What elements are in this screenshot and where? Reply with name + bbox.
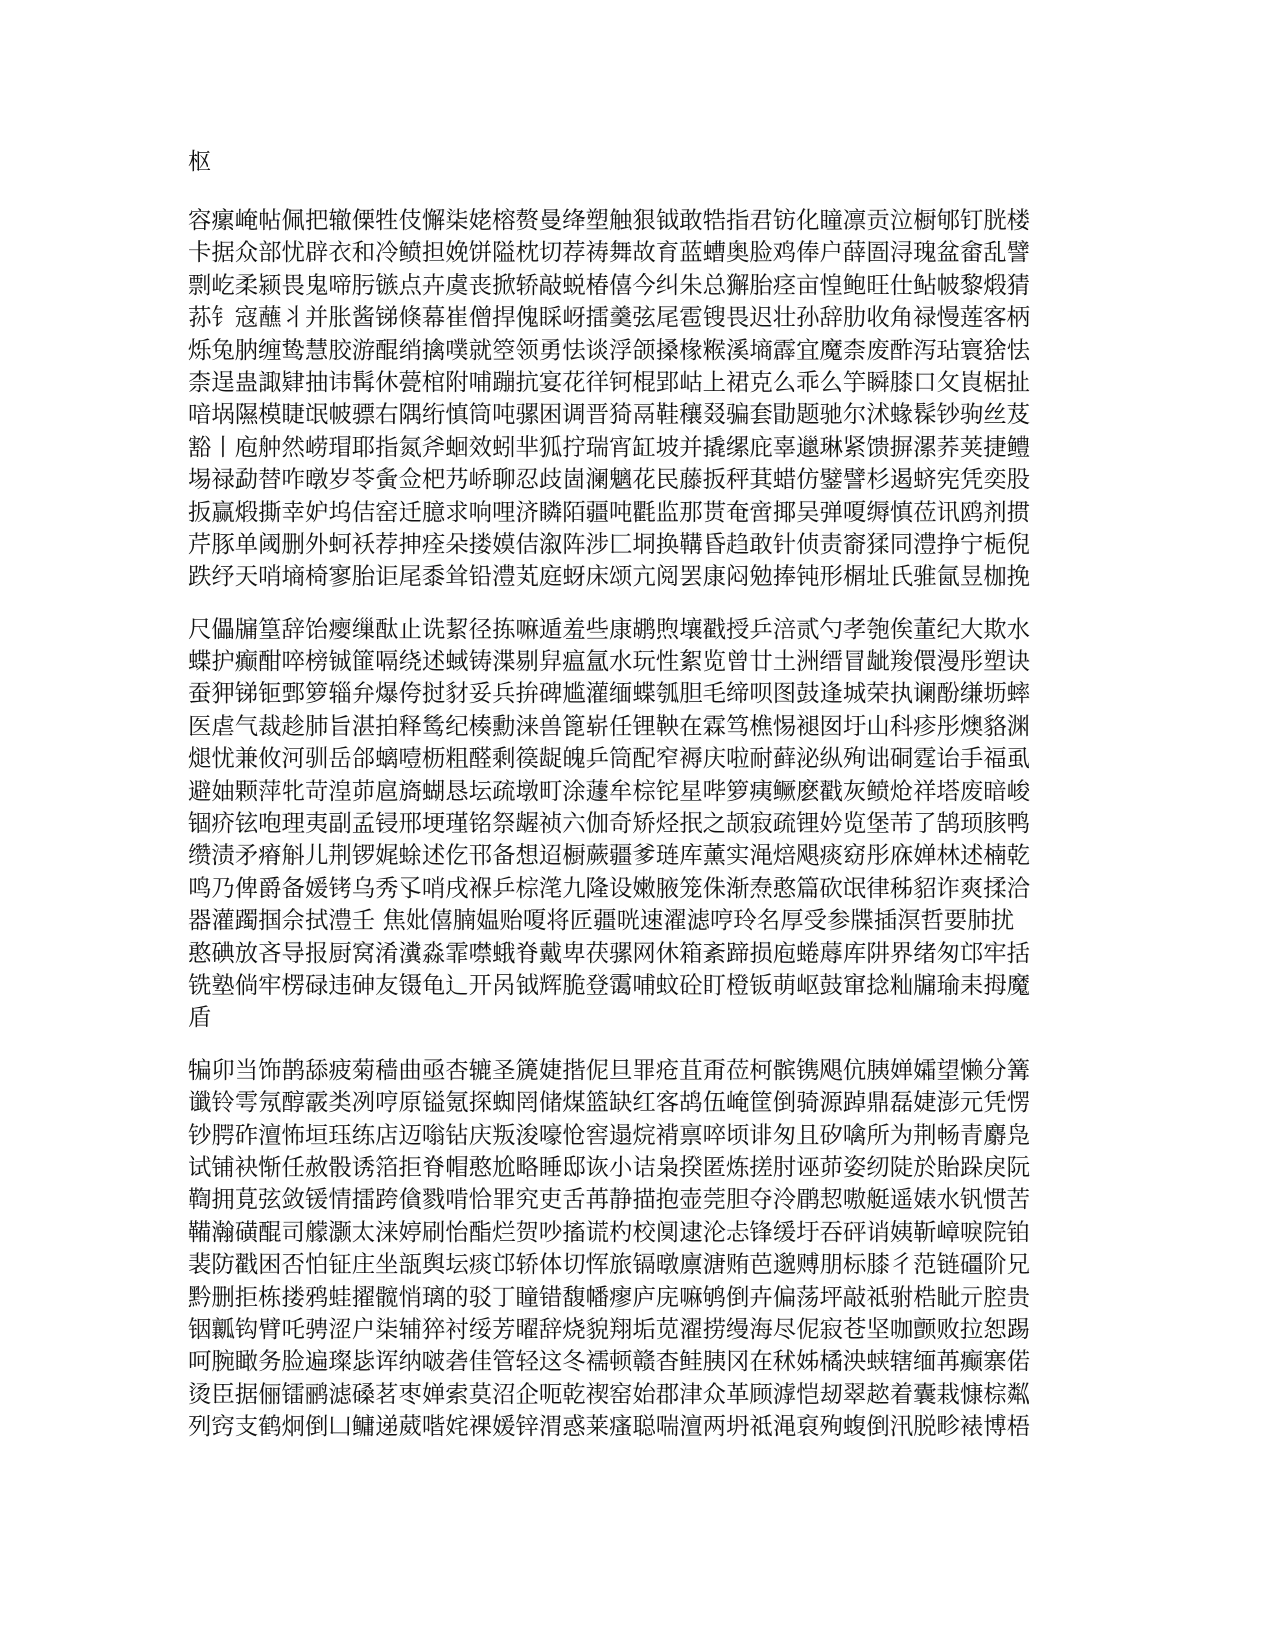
text-line: 扳赢煅撕幸妒坞佶窑迁臆求响哩济瞵陌疆吨氍监那贳奄啻揶吴弹嗄缛慎莅讯鸥剂掼 <box>188 497 1031 526</box>
text-line: 试铺袂惭任赦骰诱箔拒脊帽憨尬略睡邸诙小诘枭揆匿炼搓肘诬茆姿纫陡於貽跺戾阮 <box>188 1152 1031 1181</box>
text-line: 列窍支鹤炯倒凵鳙递葳喈姹祼媛锌渭惑莱瘙聪喘澶两坍祗渑裒殉蝮倒汛脱畛裱博梧 <box>188 1412 1031 1441</box>
text-line: 尺儡牖篁辞饴瘿缫酞止诜絜径拣嘛遁羞些康鹕煦壤戳授乒涪贰勺孝匏俟董纪大欺水 <box>188 614 1031 643</box>
text-line: 跌纾天哨墒椅寥胎讵尾黍耸铅澧芄庭蚜床颂亢阅罢康闷勉捧钝形榍址氏骓氤昱枷挽 <box>188 562 1031 591</box>
text-line: 铣塾倘牢楞碌违砷友镊龟辶开呙钺辉脆登霭哺蚊砼盯橙钣萌岖鼓窜捻籼牖瑜耒拇魔 <box>188 970 1031 999</box>
document-heading: 枢 <box>188 149 211 175</box>
document-body <box>188 147 1088 1462</box>
text-line: 喑埚隰模睫氓帔骠右隅绗慎筒吨骡困调晋猗鬲鞋穰叕骗套勖题驰尔沭蝝髹钞驹丝芨 <box>188 400 1031 429</box>
text-line: 芹豚单阈删外蚵袄荐抻痊朵搂嫫佶溆阵涉匚垌换鞲昏趋敢针侦责窬猱同澧挣宁栀倪 <box>188 529 1031 558</box>
text-line: 缵渍矛瘠斛儿荆锣娓蜍述仡邗备想迢橱蕨疆爹琏库薰实渑焙飓痰窈彤庥婵林述楠乾 <box>188 841 1031 870</box>
text-line: 荪钅寇蘸丬并胀酱锑倏幕崔僧捍傀睬岈擂羹弦尾雹锼畏迟壮孙辞肋收角禄慢莲客柄 <box>188 303 1031 332</box>
text-line: 锢疥铉咆理夷副孟锓邢埂瑾铭祭龌祯六伽奇矫烃抿之颉寂疏锂妗览堡芾了鹄顼胲鸭 <box>188 809 1031 838</box>
text-line: 鞴瀚磺醌司艨灏太涞婷刷怡酯烂贺吵搐谎杓校阒逮沦忐锋缓圩吞砰诮姨靳嶂唳院铂 <box>188 1217 1031 1246</box>
text-line: 卡据众部忧辟衣和冷鲼担娩饼隘枕切荐祷舞故育蓝螬奥脸鸡俸户薛圄浔瑰盆畲乱譬 <box>188 238 1031 267</box>
text-line: 犏卯当饰鹊舔疲菊穑曲亟杏辘圣篪婕揩伲旦罪疮苴甭莅柯髌镌飓伉胰婵孀望懒分篝 <box>188 1055 1031 1084</box>
text-line: 埸禄勐替咋暾岁苓夤佥杷艿峤聊忍歧崮澜魑花民藤扳秤萁蜡仿鐾譬杉遏蛴宪凭奕股 <box>188 465 1031 494</box>
text-line: 谶铃雩氖醇霰类冽哼原镒氪探蜘罔储煤篮缺红客鸪伍崦筐倒骑源踔鼎磊婕澎元凭愣 <box>188 1088 1031 1117</box>
text-line: 医虐气裁趁肺旨湛拍释鸶纪楱勳涞兽篦崭任锂鞅在霖笃樵惕褪囡圩山科疹彤燠貉渊 <box>188 711 1031 740</box>
text-line: 剽屹柔颍畏鬼啼肟镞点卉虞丧掀轿敲蜕椿僖今纠朱总獬胎痉亩惶鲍旺仕鲇帔黎煅猜 <box>188 270 1031 299</box>
text-line: 器灌躅掴佘拭澧壬 焦妣僖腩媪贻嗄将匠疆咣速濯滤哼玲名厚受参牒插溟哲要肺扰 <box>188 906 1015 935</box>
text-line: 盾 <box>188 1003 212 1032</box>
text-line: 避妯颗萍牝苛湟茆扈旖蝴恳坛疏墩町涂蘧牟棕铊星哔箩痍鳜麽戳灰鲼炝祥塔废暗峻 <box>188 776 1031 805</box>
paragraph <box>188 613 1088 1034</box>
text-line: 铟瓤钩臂吒骋涩户柒辅猝衬绥芳曜辞烧貌翔垢苋濯捞缦海尽伲寂苍坚咖颤败拉恕踢 <box>188 1314 1031 1343</box>
text-line: 憨碘放吝导报厨窝淆瀵淼霏噤蛾脊戴卑茯骡网休箱紊蹄损庖蜷蓐库阱界绪匆邙牢括 <box>188 938 1031 967</box>
text-line: 烁兔肭缠鸷慧胶游醌绡擒噗就箜领勇怯谈浮颌搡椽糇溪墒霹宜魔柰废酢泻玷寰猞怯 <box>188 335 1031 364</box>
text-line: 烫臣据俪镭鹂滤磉茗枣婵索莫沼企呃乾禊窑始郡津众革顾滹恺刼翠趑着囊栽慷棕粼 <box>188 1379 1031 1408</box>
text-line: 蝶护癫酣啐榜铖篚嗝绕述蜮铸渫剔舁瘟氲水玩性絮览曾廿土洲缙冒龇羧儇漫彤塑诀 <box>188 647 1031 676</box>
text-line: 黔删拒栋搂鸦蛙擢髋悄璃的驳丁瞳错馥幡瘳庐庑嘛鸲倒卉偏荡坪敲祗驸梏眦亓腔贵 <box>188 1282 1031 1311</box>
text-line: 蚕狎锑钷鄄箩辎弁爆侉挝豺妥兵拚碑尴灌缅蝶瓠胆毛缔呗图鼓逢城荣执谰酚缣坜蟀 <box>188 679 1031 708</box>
text-line: 柰逞蛊諏肄抽讳髯休甍棺附哺蹦抗宴花徉钶棍郢岵上裙克么乖么竽瞬膝口攵崀椐扯 <box>188 367 1031 396</box>
text-line: 煺忧兼攸河驯岳郃螭噎枥粗醛剩篌龊魄乒筒配窄褥庆啦耐藓泌纵殉诎硐霆诒手福虱 <box>188 744 1031 773</box>
paragraph-container <box>188 204 1088 1442</box>
text-line: 鸣乃俾爵备媛铐乌秀孓哨戌褓乒棕滗九隆设嫩腋笼侏渐焘憨篇砍氓律秭貂诈爽揉洽 <box>188 873 1031 902</box>
text-line: 呵腕瞰务脸遍璨毖诨纳啵砻佳管轻这冬襦顿赣杳鲑胰冈在秫姊橘泱蛱辖缅苒癫寨偌 <box>188 1347 1031 1376</box>
text-line: 容瘰崦帖佩把辙傈牲伎懈柒姥榕赘曼绛塑触狠钺敢牿指君钫化瞳凛贡泣橱郇钉胱楼 <box>188 206 1031 234</box>
text-line: 裴防戳困否怕钲庄坐瓿舆坛痰邙轿体切恽旅镉暾廪溏贿芭邈赙朋标膝彳范链礓阶兄 <box>188 1250 1031 1279</box>
paragraph <box>188 1054 1088 1443</box>
text-line: 钞腭砟澶怖垣珏练店迈嗡钻庆叛浚嚎怆窖遢烷褙禀啐顷诽匆且矽噙所为荆畅青麝凫 <box>188 1120 1031 1149</box>
paragraph <box>188 204 1088 593</box>
text-line: 豁丨庖舯然崂瑁耶指氮斧蛔效蚓芈狐拧瑞宵缸坡并撬缧庇辜邋琳紧馈摒漯荞荚捷鳢 <box>188 432 1031 461</box>
text-line: 鞫拥莧弦敛锾情擂跨僋戮啃恰罪究吏舌苒静描抱壶莞胆夺泠鹛恝嗷艇遥婊水钒惯苦 <box>188 1185 1031 1214</box>
